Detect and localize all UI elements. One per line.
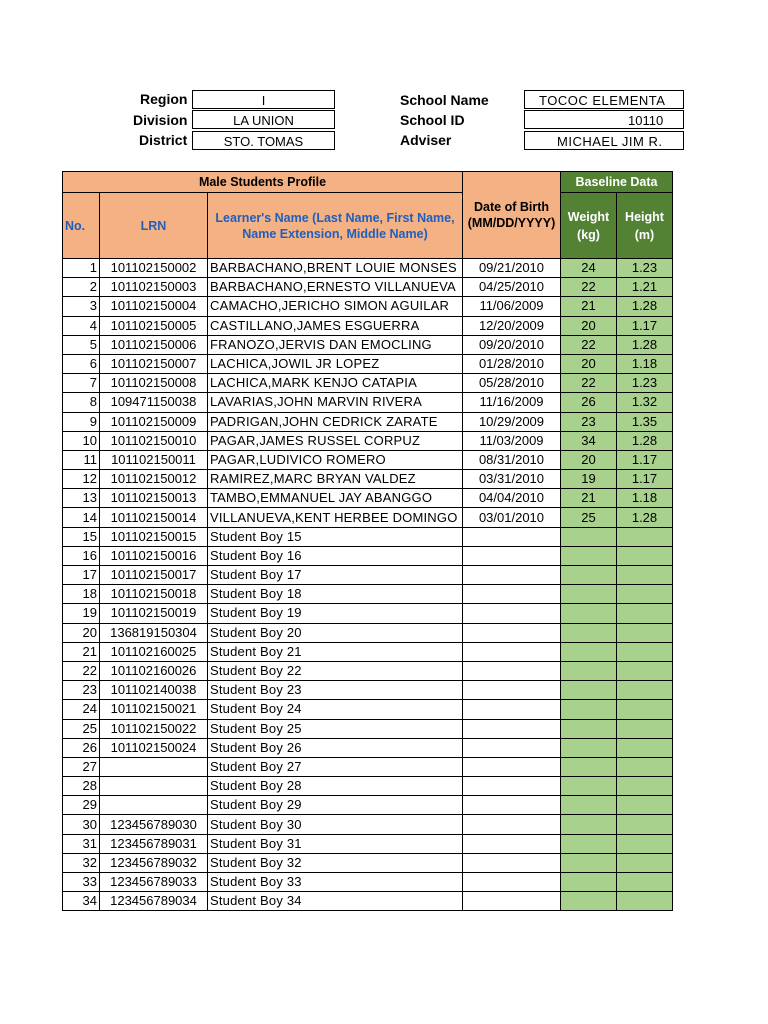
date-of-birth-cell[interactable] bbox=[463, 777, 561, 796]
row-number-cell[interactable]: 10 bbox=[63, 431, 100, 450]
weight-cell[interactable] bbox=[561, 815, 617, 834]
table-row bbox=[63, 796, 673, 815]
height-cell[interactable]: 1.18 bbox=[617, 354, 673, 373]
height-cell[interactable] bbox=[617, 892, 673, 911]
row-number-cell[interactable]: 34 bbox=[63, 892, 100, 911]
weight-column-header: Weight (kg) bbox=[561, 193, 617, 259]
lrn-cell[interactable]: 101102150013 bbox=[100, 489, 208, 508]
learner-name-cell[interactable]: Student Boy 31 bbox=[208, 834, 463, 853]
school-name-field[interactable]: TOCOC ELEMENTA bbox=[524, 90, 684, 109]
height-cell[interactable]: 1.17 bbox=[617, 470, 673, 489]
lrn-cell[interactable]: 123456789031 bbox=[100, 834, 208, 853]
row-number-cell[interactable]: 11 bbox=[63, 450, 100, 469]
learner-name-cell[interactable]: LAVARIAS,JOHN MARVIN RIVERA bbox=[208, 393, 463, 412]
date-of-birth-cell[interactable]: 01/28/2010 bbox=[463, 354, 561, 373]
lrn-cell[interactable]: 101102150017 bbox=[100, 566, 208, 585]
school-name-label: School Name bbox=[400, 92, 489, 108]
learner-name-cell[interactable]: Student Boy 26 bbox=[208, 738, 463, 757]
table-row bbox=[63, 546, 673, 565]
table-row bbox=[63, 892, 673, 911]
weight-cell[interactable] bbox=[561, 873, 617, 892]
row-number-cell[interactable]: 23 bbox=[63, 681, 100, 700]
date-of-birth-cell[interactable]: 10/29/2009 bbox=[463, 412, 561, 431]
table-row bbox=[63, 335, 673, 354]
weight-cell[interactable] bbox=[561, 738, 617, 757]
height-cell[interactable]: 1.23 bbox=[617, 374, 673, 393]
height-cell[interactable] bbox=[617, 777, 673, 796]
height-cell[interactable]: 1.28 bbox=[617, 335, 673, 354]
row-number-cell[interactable]: 4 bbox=[63, 316, 100, 335]
row-number-cell[interactable]: 5 bbox=[63, 335, 100, 354]
table-row bbox=[63, 661, 673, 680]
height-cell[interactable] bbox=[617, 642, 673, 661]
division-field[interactable]: LA UNION bbox=[192, 110, 335, 129]
weight-cell[interactable] bbox=[561, 566, 617, 585]
weight-cell[interactable]: 20 bbox=[561, 450, 617, 469]
table-row bbox=[63, 354, 673, 373]
lrn-cell[interactable]: 101102150022 bbox=[100, 719, 208, 738]
height-cell[interactable] bbox=[617, 738, 673, 757]
learner-name-cell[interactable]: CASTILLANO,JAMES ESGUERRA bbox=[208, 316, 463, 335]
lrn-cell[interactable]: 101102150024 bbox=[100, 738, 208, 757]
learner-name-cell[interactable]: Student Boy 22 bbox=[208, 661, 463, 680]
weight-cell[interactable]: 24 bbox=[561, 259, 617, 278]
row-number-cell[interactable]: 32 bbox=[63, 853, 100, 872]
row-number-cell[interactable]: 14 bbox=[63, 508, 100, 527]
date-of-birth-cell[interactable] bbox=[463, 853, 561, 872]
lrn-cell[interactable]: 101102150008 bbox=[100, 374, 208, 393]
weight-cell[interactable] bbox=[561, 796, 617, 815]
learner-name-column-header: Learner's Name (Last Name, First Name, Name Extension, Middle Name) bbox=[208, 193, 463, 259]
row-number-cell[interactable]: 13 bbox=[63, 489, 100, 508]
table-row bbox=[63, 450, 673, 469]
lrn-cell[interactable]: 123456789033 bbox=[100, 873, 208, 892]
learner-name-cell[interactable]: CAMACHO,JERICHO SIMON AGUILAR bbox=[208, 297, 463, 316]
row-number-cell[interactable]: 33 bbox=[63, 873, 100, 892]
table-row bbox=[63, 681, 673, 700]
row-number-cell[interactable]: 22 bbox=[63, 661, 100, 680]
height-cell[interactable]: 1.28 bbox=[617, 431, 673, 450]
row-number-cell[interactable]: 25 bbox=[63, 719, 100, 738]
lrn-cell[interactable]: 123456789032 bbox=[100, 853, 208, 872]
school-id-label: School ID bbox=[400, 112, 465, 128]
lrn-cell[interactable]: 123456789030 bbox=[100, 815, 208, 834]
weight-cell[interactable]: 25 bbox=[561, 508, 617, 527]
row-number-cell[interactable]: 8 bbox=[63, 393, 100, 412]
learner-name-cell[interactable]: PAGAR,LUDIVICO ROMERO bbox=[208, 450, 463, 469]
weight-cell[interactable] bbox=[561, 681, 617, 700]
table-row bbox=[63, 393, 673, 412]
lrn-cell[interactable]: 101102150016 bbox=[100, 546, 208, 565]
weight-cell[interactable] bbox=[561, 834, 617, 853]
table-row bbox=[63, 527, 673, 546]
lrn-cell[interactable]: 101102160026 bbox=[100, 661, 208, 680]
district-field[interactable]: STO. TOMAS bbox=[192, 131, 335, 150]
learner-name-cell[interactable]: Student Boy 20 bbox=[208, 623, 463, 642]
row-number-cell[interactable]: 9 bbox=[63, 412, 100, 431]
weight-cell[interactable] bbox=[561, 527, 617, 546]
table-row bbox=[63, 297, 673, 316]
row-number-cell[interactable]: 26 bbox=[63, 738, 100, 757]
height-cell[interactable] bbox=[617, 527, 673, 546]
date-of-birth-cell[interactable] bbox=[463, 585, 561, 604]
weight-cell[interactable]: 19 bbox=[561, 470, 617, 489]
weight-cell[interactable] bbox=[561, 661, 617, 680]
date-of-birth-cell[interactable] bbox=[463, 566, 561, 585]
learner-name-cell[interactable]: BARBACHANO,ERNESTO VILLANUEVA bbox=[208, 278, 463, 297]
table-row bbox=[63, 259, 673, 278]
row-number-cell[interactable]: 1 bbox=[63, 259, 100, 278]
date-of-birth-cell[interactable] bbox=[463, 642, 561, 661]
lrn-cell[interactable]: 101102150021 bbox=[100, 700, 208, 719]
height-cell[interactable] bbox=[617, 757, 673, 776]
weight-cell[interactable] bbox=[561, 719, 617, 738]
date-of-birth-cell[interactable] bbox=[463, 892, 561, 911]
date-of-birth-cell[interactable]: 12/20/2009 bbox=[463, 316, 561, 335]
learner-name-cell[interactable]: Student Boy 28 bbox=[208, 777, 463, 796]
row-number-cell[interactable]: 28 bbox=[63, 777, 100, 796]
learner-name-cell[interactable]: PADRIGAN,JOHN CEDRICK ZARATE bbox=[208, 412, 463, 431]
weight-cell[interactable] bbox=[561, 700, 617, 719]
height-cell[interactable] bbox=[617, 604, 673, 623]
lrn-cell[interactable]: 101102140038 bbox=[100, 681, 208, 700]
weight-cell[interactable] bbox=[561, 757, 617, 776]
learner-name-cell[interactable]: Student Boy 30 bbox=[208, 815, 463, 834]
lrn-cell[interactable]: 101102160025 bbox=[100, 642, 208, 661]
height-cell[interactable]: 1.17 bbox=[617, 316, 673, 335]
table-row bbox=[63, 431, 673, 450]
lrn-cell[interactable] bbox=[100, 777, 208, 796]
height-cell[interactable] bbox=[617, 661, 673, 680]
table-row bbox=[63, 278, 673, 297]
height-cell[interactable] bbox=[617, 796, 673, 815]
height-cell[interactable] bbox=[617, 834, 673, 853]
baseline-data-header: Baseline Data bbox=[561, 172, 673, 193]
table-row bbox=[63, 757, 673, 776]
row-number-cell[interactable]: 15 bbox=[63, 527, 100, 546]
date-of-birth-cell[interactable] bbox=[463, 700, 561, 719]
height-cell[interactable] bbox=[617, 853, 673, 872]
date-of-birth-cell[interactable] bbox=[463, 873, 561, 892]
learner-name-cell[interactable]: BARBACHANO,BRENT LOUIE MONSES bbox=[208, 259, 463, 278]
region-field[interactable]: I bbox=[192, 90, 335, 109]
lrn-cell[interactable]: 101102150007 bbox=[100, 354, 208, 373]
height-cell[interactable]: 1.21 bbox=[617, 278, 673, 297]
weight-cell[interactable]: 20 bbox=[561, 316, 617, 335]
lrn-cell[interactable]: 101102150005 bbox=[100, 316, 208, 335]
table-row bbox=[63, 508, 673, 527]
date-of-birth-cell[interactable] bbox=[463, 661, 561, 680]
weight-cell[interactable]: 21 bbox=[561, 297, 617, 316]
height-column-header: Height (m) bbox=[617, 193, 673, 259]
learner-name-cell[interactable]: Student Boy 24 bbox=[208, 700, 463, 719]
learner-name-cell[interactable]: LACHICA,MARK KENJO CATAPIA bbox=[208, 374, 463, 393]
row-number-cell[interactable]: 30 bbox=[63, 815, 100, 834]
lrn-cell[interactable]: 101102150019 bbox=[100, 604, 208, 623]
date-of-birth-cell[interactable] bbox=[463, 815, 561, 834]
region-label: Region bbox=[140, 91, 188, 107]
date-of-birth-cell[interactable] bbox=[463, 546, 561, 565]
table-row bbox=[63, 470, 673, 489]
row-number-cell[interactable]: 6 bbox=[63, 354, 100, 373]
learner-name-cell[interactable]: LACHICA,JOWIL JR LOPEZ bbox=[208, 354, 463, 373]
row-number-cell[interactable]: 24 bbox=[63, 700, 100, 719]
table-row bbox=[63, 873, 673, 892]
weight-cell[interactable]: 23 bbox=[561, 412, 617, 431]
date-of-birth-cell[interactable] bbox=[463, 719, 561, 738]
row-number-cell[interactable]: 17 bbox=[63, 566, 100, 585]
height-cell[interactable]: 1.28 bbox=[617, 297, 673, 316]
height-cell[interactable] bbox=[617, 700, 673, 719]
row-number-cell[interactable]: 16 bbox=[63, 546, 100, 565]
weight-cell[interactable] bbox=[561, 892, 617, 911]
height-cell[interactable] bbox=[617, 585, 673, 604]
weight-cell[interactable]: 20 bbox=[561, 354, 617, 373]
height-cell[interactable]: 1.23 bbox=[617, 259, 673, 278]
date-of-birth-cell[interactable] bbox=[463, 623, 561, 642]
height-cell[interactable]: 1.35 bbox=[617, 412, 673, 431]
weight-cell[interactable] bbox=[561, 853, 617, 872]
table-row bbox=[63, 412, 673, 431]
learner-name-cell[interactable]: Student Boy 34 bbox=[208, 892, 463, 911]
row-number-cell[interactable]: 7 bbox=[63, 374, 100, 393]
table-row bbox=[63, 642, 673, 661]
table-row bbox=[63, 316, 673, 335]
row-number-cell[interactable]: 3 bbox=[63, 297, 100, 316]
row-number-cell[interactable]: 21 bbox=[63, 642, 100, 661]
weight-cell[interactable] bbox=[561, 546, 617, 565]
lrn-cell[interactable]: 101102150014 bbox=[100, 508, 208, 527]
date-of-birth-cell[interactable]: 09/20/2010 bbox=[463, 335, 561, 354]
lrn-cell[interactable]: 101102150003 bbox=[100, 278, 208, 297]
date-of-birth-cell[interactable]: 11/16/2009 bbox=[463, 393, 561, 412]
table-row bbox=[63, 604, 673, 623]
lrn-cell[interactable]: 101102150004 bbox=[100, 297, 208, 316]
date-of-birth-cell[interactable]: 03/01/2010 bbox=[463, 508, 561, 527]
learner-name-cell[interactable]: Student Boy 25 bbox=[208, 719, 463, 738]
weight-cell[interactable] bbox=[561, 585, 617, 604]
lrn-cell[interactable]: 101102150009 bbox=[100, 412, 208, 431]
learner-name-cell[interactable]: Student Boy 18 bbox=[208, 585, 463, 604]
school-id-field[interactable]: 10110 bbox=[524, 110, 684, 129]
learner-name-cell[interactable]: PAGAR,JAMES RUSSEL CORPUZ bbox=[208, 431, 463, 450]
weight-cell[interactable]: 26 bbox=[561, 393, 617, 412]
learner-name-cell[interactable]: TAMBO,EMMANUEL JAY ABANGGO bbox=[208, 489, 463, 508]
table-row bbox=[63, 489, 673, 508]
weight-cell[interactable] bbox=[561, 642, 617, 661]
table-row bbox=[63, 738, 673, 757]
lrn-cell[interactable]: 101102150002 bbox=[100, 259, 208, 278]
table-row bbox=[63, 834, 673, 853]
student-rows bbox=[63, 259, 673, 911]
row-number-cell[interactable]: 20 bbox=[63, 623, 100, 642]
table-row bbox=[63, 623, 673, 642]
date-of-birth-cell[interactable]: 03/31/2010 bbox=[463, 470, 561, 489]
height-cell[interactable]: 1.17 bbox=[617, 450, 673, 469]
male-students-profile-header: Male Students Profile bbox=[63, 172, 463, 193]
learner-name-cell[interactable]: Student Boy 33 bbox=[208, 873, 463, 892]
learner-name-cell[interactable]: Student Boy 19 bbox=[208, 604, 463, 623]
height-cell[interactable] bbox=[617, 815, 673, 834]
learner-name-cell[interactable]: Student Boy 15 bbox=[208, 527, 463, 546]
learner-name-cell[interactable]: Student Boy 16 bbox=[208, 546, 463, 565]
date-of-birth-header: Date of Birth (MM/DD/YYYY) bbox=[463, 172, 561, 259]
weight-cell[interactable]: 22 bbox=[561, 374, 617, 393]
weight-cell[interactable] bbox=[561, 623, 617, 642]
date-of-birth-cell[interactable]: 11/03/2009 bbox=[463, 431, 561, 450]
height-cell[interactable] bbox=[617, 719, 673, 738]
weight-cell[interactable] bbox=[561, 604, 617, 623]
table-row bbox=[63, 700, 673, 719]
weight-cell[interactable]: 21 bbox=[561, 489, 617, 508]
row-number-cell[interactable]: 27 bbox=[63, 757, 100, 776]
male-students-table bbox=[62, 171, 673, 911]
height-cell[interactable] bbox=[617, 681, 673, 700]
date-of-birth-cell[interactable]: 04/25/2010 bbox=[463, 278, 561, 297]
learner-name-cell[interactable]: Student Boy 27 bbox=[208, 757, 463, 776]
height-cell[interactable]: 1.28 bbox=[617, 508, 673, 527]
weight-cell[interactable]: 22 bbox=[561, 278, 617, 297]
adviser-field[interactable]: MICHAEL JIM R. bbox=[524, 131, 684, 150]
lrn-cell[interactable]: 136819150304 bbox=[100, 623, 208, 642]
lrn-cell[interactable]: 101102150011 bbox=[100, 450, 208, 469]
height-cell[interactable] bbox=[617, 623, 673, 642]
learner-name-cell[interactable]: RAMIREZ,MARC BRYAN VALDEZ bbox=[208, 470, 463, 489]
learner-name-cell[interactable]: FRANOZO,JERVIS DAN EMOCLING bbox=[208, 335, 463, 354]
row-number-cell[interactable]: 29 bbox=[63, 796, 100, 815]
row-number-cell[interactable]: 18 bbox=[63, 585, 100, 604]
table-row bbox=[63, 719, 673, 738]
date-of-birth-cell[interactable]: 08/31/2010 bbox=[463, 450, 561, 469]
weight-cell[interactable]: 22 bbox=[561, 335, 617, 354]
lrn-cell[interactable]: 101102150018 bbox=[100, 585, 208, 604]
learner-name-cell[interactable]: VILLANUEVA,KENT HERBEE DOMINGO bbox=[208, 508, 463, 527]
date-of-birth-cell[interactable]: 04/04/2010 bbox=[463, 489, 561, 508]
lrn-cell[interactable]: 123456789034 bbox=[100, 892, 208, 911]
lrn-cell[interactable] bbox=[100, 796, 208, 815]
adviser-label: Adviser bbox=[400, 132, 452, 148]
height-cell[interactable] bbox=[617, 546, 673, 565]
lrn-cell[interactable]: 109471150038 bbox=[100, 393, 208, 412]
date-of-birth-cell[interactable]: 11/06/2009 bbox=[463, 297, 561, 316]
date-of-birth-cell[interactable]: 05/28/2010 bbox=[463, 374, 561, 393]
row-number-cell[interactable]: 19 bbox=[63, 604, 100, 623]
date-of-birth-cell[interactable]: 09/21/2010 bbox=[463, 259, 561, 278]
height-cell[interactable]: 1.18 bbox=[617, 489, 673, 508]
table-row bbox=[63, 815, 673, 834]
row-number-cell[interactable]: 2 bbox=[63, 278, 100, 297]
lrn-cell[interactable]: 101102150010 bbox=[100, 431, 208, 450]
date-of-birth-cell[interactable] bbox=[463, 738, 561, 757]
table-row bbox=[63, 585, 673, 604]
date-of-birth-cell[interactable] bbox=[463, 527, 561, 546]
learner-name-cell[interactable]: Student Boy 17 bbox=[208, 566, 463, 585]
learner-name-cell[interactable]: Student Boy 29 bbox=[208, 796, 463, 815]
height-cell[interactable] bbox=[617, 873, 673, 892]
lrn-cell[interactable]: 101102150006 bbox=[100, 335, 208, 354]
weight-cell[interactable] bbox=[561, 777, 617, 796]
date-of-birth-cell[interactable] bbox=[463, 834, 561, 853]
row-number-cell[interactable]: 31 bbox=[63, 834, 100, 853]
weight-cell[interactable]: 34 bbox=[561, 431, 617, 450]
learner-name-cell[interactable]: Student Boy 32 bbox=[208, 853, 463, 872]
lrn-cell[interactable]: 101102150015 bbox=[100, 527, 208, 546]
lrn-cell[interactable]: 101102150012 bbox=[100, 470, 208, 489]
learner-name-cell[interactable]: Student Boy 21 bbox=[208, 642, 463, 661]
table-row bbox=[63, 374, 673, 393]
date-of-birth-cell[interactable] bbox=[463, 757, 561, 776]
district-label: District bbox=[139, 132, 188, 148]
lrn-cell[interactable] bbox=[100, 757, 208, 776]
learner-name-cell[interactable]: Student Boy 23 bbox=[208, 681, 463, 700]
height-cell[interactable] bbox=[617, 566, 673, 585]
lrn-column-header: LRN bbox=[100, 193, 208, 259]
table-row bbox=[63, 777, 673, 796]
table-row bbox=[63, 853, 673, 872]
table-row bbox=[63, 566, 673, 585]
date-of-birth-cell[interactable] bbox=[463, 681, 561, 700]
row-number-cell[interactable]: 12 bbox=[63, 470, 100, 489]
height-cell[interactable]: 1.32 bbox=[617, 393, 673, 412]
date-of-birth-cell[interactable] bbox=[463, 604, 561, 623]
division-label: Division bbox=[133, 112, 188, 128]
no-column-header: No. bbox=[63, 193, 100, 259]
date-of-birth-cell[interactable] bbox=[463, 796, 561, 815]
